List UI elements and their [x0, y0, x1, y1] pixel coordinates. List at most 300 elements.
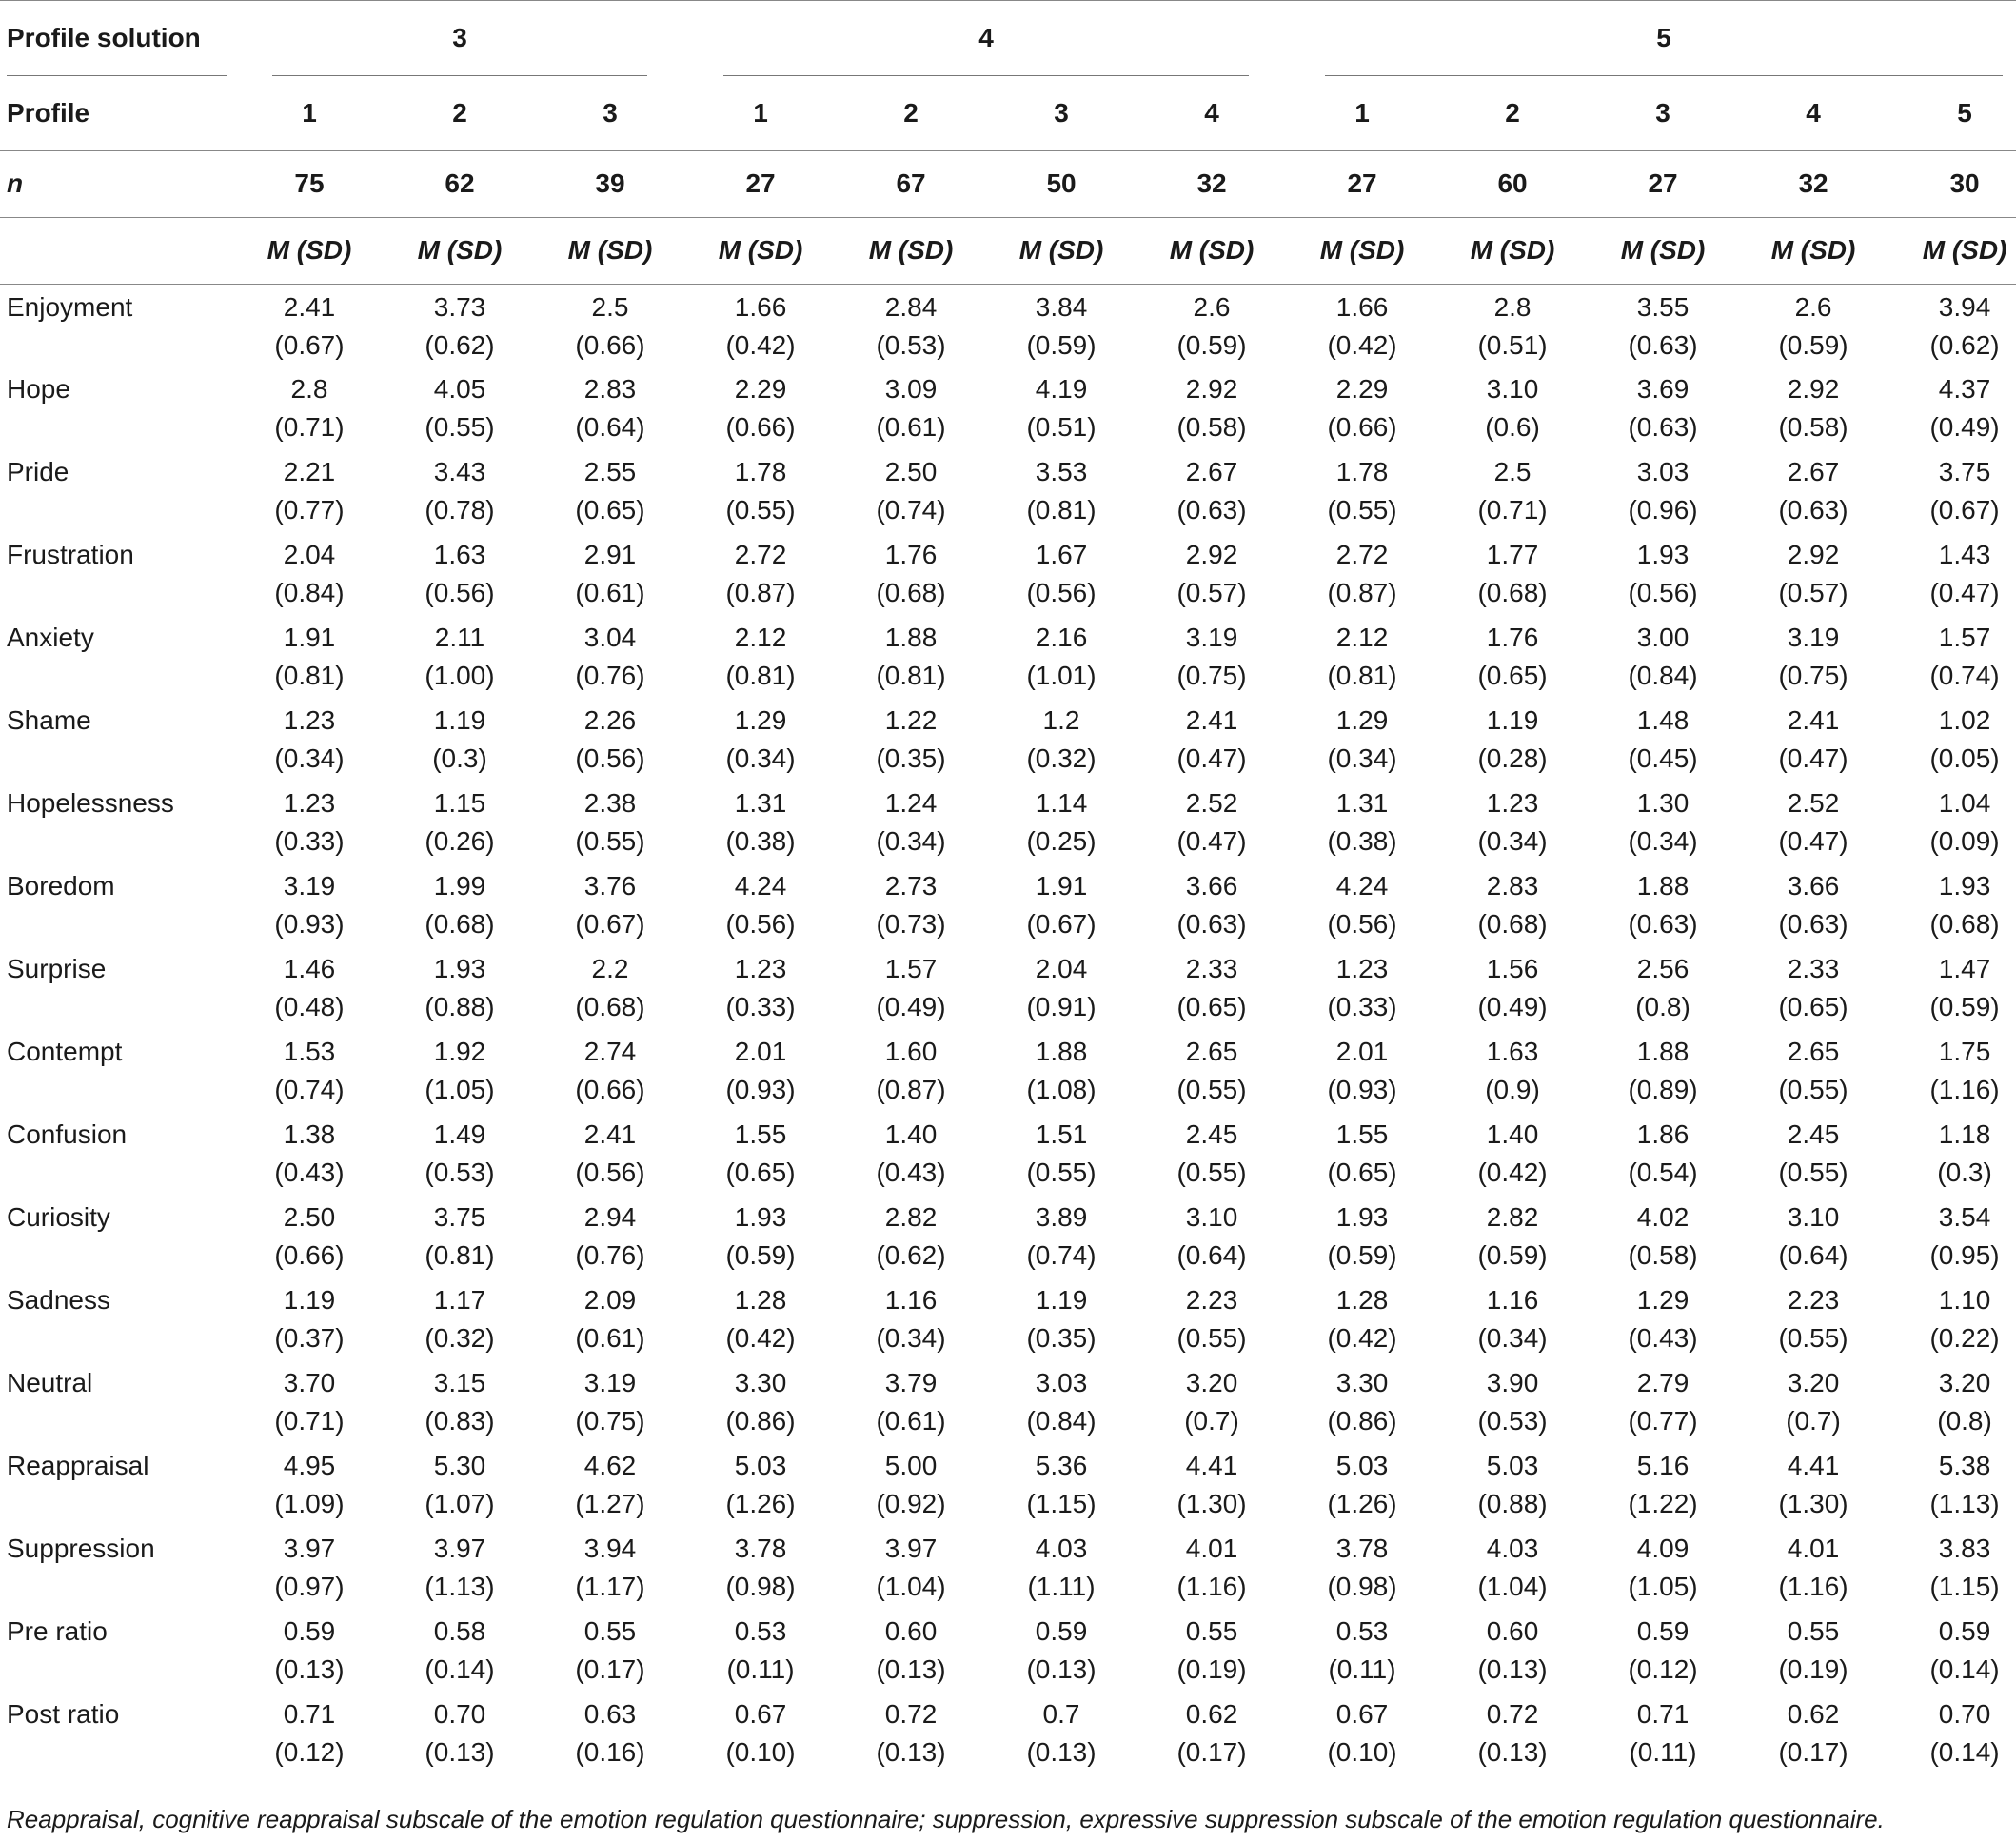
table-cell — [836, 698, 986, 781]
group-header-5: 5 — [1287, 0, 2016, 76]
table-cell — [1888, 615, 2016, 698]
mean-value: 2.67 — [1787, 457, 1840, 486]
sd-value: (0.12) — [1628, 1654, 1698, 1684]
table-cell — [1888, 1195, 2016, 1278]
table-cell — [385, 1195, 535, 1278]
sd-value: (0.33) — [725, 992, 796, 1021]
sd-value: (0.63) — [1176, 495, 1247, 525]
sd-value: (0.13) — [1026, 1654, 1097, 1684]
profile-number: 5 — [1957, 97, 1972, 128]
table-cell — [1588, 698, 1738, 781]
table-cell — [1888, 1443, 2016, 1526]
row-label: Pride — [7, 457, 69, 486]
mean-value: 0.72 — [884, 1699, 938, 1729]
sd-value: (0.34) — [876, 826, 946, 856]
table-cell — [385, 1526, 535, 1609]
mean-value: 2.33 — [1787, 954, 1840, 983]
table-cell — [535, 863, 685, 946]
sd-value: (1.08) — [1026, 1075, 1097, 1104]
mean-value: 3.15 — [433, 1368, 486, 1397]
table-cell — [385, 1278, 535, 1360]
table-cell — [1738, 781, 1888, 863]
sd-value: (0.61) — [876, 1406, 946, 1436]
sd-value: (0.59) — [1026, 329, 1097, 360]
row-label: Suppression — [7, 1534, 155, 1563]
profile-label: Profile — [7, 97, 90, 128]
mean-value: 1.23 — [1486, 788, 1539, 818]
mean-value: 1.48 — [1636, 705, 1690, 735]
table-cell — [1588, 781, 1738, 863]
mean-value: 3.84 — [1035, 291, 1088, 322]
table-row — [0, 946, 2016, 1029]
table-cell — [385, 1029, 535, 1112]
sd-value: (0.93) — [725, 1075, 796, 1104]
table-cell — [836, 532, 986, 615]
mean-value: 3.03 — [1035, 1368, 1088, 1397]
table-cell — [836, 1443, 986, 1526]
table-cell — [1588, 1029, 1738, 1112]
mean-value: 1.91 — [1035, 871, 1088, 901]
mean-value: 1.92 — [433, 1037, 486, 1066]
sd-value: (0.34) — [725, 743, 796, 773]
msd-header: M (SD) — [868, 235, 954, 265]
mean-value: 5.30 — [433, 1451, 486, 1480]
mean-value: 5.03 — [1486, 1451, 1539, 1480]
table-cell — [1888, 366, 2016, 449]
mean-value: 1.16 — [884, 1285, 938, 1315]
sd-value: (0.13) — [1477, 1737, 1548, 1767]
sd-value: (0.87) — [1327, 578, 1397, 607]
sd-value: (0.34) — [1477, 1323, 1548, 1353]
mean-value: 1.19 — [1035, 1285, 1088, 1315]
sd-value: (0.77) — [274, 495, 345, 525]
table-cell — [385, 366, 535, 449]
table-cell — [535, 366, 685, 449]
sd-value: (0.65) — [1176, 992, 1247, 1021]
table-cell — [385, 1360, 535, 1443]
table-cell — [986, 615, 1136, 698]
table-cell — [1588, 1360, 1738, 1443]
mean-value: 1.17 — [433, 1285, 486, 1315]
sd-value: (0.92) — [876, 1489, 946, 1518]
sd-value: (0.49) — [1929, 412, 2000, 442]
row-label: Neutral — [7, 1368, 93, 1397]
sd-value: (0.66) — [1327, 412, 1397, 442]
table-cell — [1437, 1195, 1588, 1278]
table-cell — [1738, 449, 1888, 532]
sd-value: (0.87) — [725, 578, 796, 607]
row-label: Surprise — [7, 954, 107, 983]
mean-value: 1.46 — [283, 954, 336, 983]
table-cell — [234, 284, 385, 366]
mean-value: 0.55 — [583, 1616, 637, 1646]
sd-value: (0.58) — [1778, 412, 1848, 442]
solution-label: Profile solution — [0, 0, 234, 76]
sd-value: (0.47) — [1778, 743, 1848, 773]
sd-value: (0.97) — [274, 1572, 345, 1601]
table-cell — [1738, 698, 1888, 781]
profile-number: 4 — [1204, 97, 1219, 128]
mean-value: 5.36 — [1035, 1451, 1088, 1480]
sd-value: (0.49) — [876, 992, 946, 1021]
mean-value: 3.97 — [433, 1534, 486, 1563]
mean-value: 2.6 — [1193, 291, 1231, 322]
sd-value: (0.63) — [1778, 909, 1848, 939]
mean-value: 1.86 — [1636, 1119, 1690, 1149]
n-value: 27 — [1347, 168, 1377, 198]
mean-value: 5.00 — [884, 1451, 938, 1480]
sd-value: (0.16) — [575, 1737, 645, 1767]
mean-value: 1.55 — [1335, 1119, 1389, 1149]
mean-value: 2.72 — [734, 540, 787, 569]
table-cell — [836, 1526, 986, 1609]
table-cell — [1437, 946, 1588, 1029]
table-cell — [234, 946, 385, 1029]
table-cell — [1738, 1112, 1888, 1195]
sd-value: (0.13) — [274, 1654, 345, 1684]
table-cell — [1287, 946, 1437, 1029]
table-cell — [1888, 1692, 2016, 1774]
mean-value: 4.24 — [734, 871, 787, 901]
mean-value: 3.20 — [1787, 1368, 1840, 1397]
sd-value: (0.81) — [274, 661, 345, 690]
sd-value: (0.62) — [425, 329, 495, 360]
profile-number: 4 — [1806, 97, 1821, 128]
sd-value: (0.61) — [575, 578, 645, 607]
mean-value: 1.24 — [884, 788, 938, 818]
mean-value: 2.5 — [1493, 457, 1532, 486]
n-label: n — [7, 168, 24, 198]
mean-value: 2.6 — [1794, 291, 1832, 322]
table-cell — [1437, 366, 1588, 449]
table-row — [0, 449, 2016, 532]
mean-value: 2.55 — [583, 457, 637, 486]
table-cell — [685, 863, 836, 946]
sd-value: (0.81) — [1327, 661, 1397, 690]
table-cell — [234, 449, 385, 532]
table-cell — [1437, 284, 1588, 366]
mean-value: 3.70 — [283, 1368, 336, 1397]
table-row — [0, 1443, 2016, 1526]
sd-value: (0.66) — [575, 1075, 645, 1104]
table-cell — [1588, 1526, 1738, 1609]
mean-value: 1.23 — [734, 954, 787, 983]
table-body — [0, 284, 2016, 1774]
sd-value: (0.57) — [1778, 578, 1848, 607]
sd-value: (1.16) — [1778, 1572, 1848, 1601]
table-cell — [685, 366, 836, 449]
sd-value: (0.55) — [1026, 1158, 1097, 1187]
table-cell — [1136, 863, 1287, 946]
sd-value: (0.13) — [876, 1737, 946, 1767]
mean-value: 1.29 — [734, 705, 787, 735]
msd-header: M (SD) — [1470, 235, 1555, 265]
table-cell — [234, 1443, 385, 1526]
sd-value: (0.89) — [1628, 1075, 1698, 1104]
table-cell — [535, 1609, 685, 1692]
mean-value: 2.38 — [583, 788, 637, 818]
sd-value: (0.34) — [274, 743, 345, 773]
mean-value: 4.03 — [1035, 1534, 1088, 1563]
mean-value: 0.59 — [1636, 1616, 1690, 1646]
sd-value: (0.34) — [1628, 826, 1698, 856]
mean-value: 1.75 — [1938, 1037, 1991, 1066]
mean-value: 1.99 — [433, 871, 486, 901]
mean-value: 3.54 — [1938, 1202, 1991, 1232]
mean-value: 1.28 — [734, 1285, 787, 1315]
sd-value: (1.16) — [1929, 1075, 2000, 1104]
table-cell — [1136, 366, 1287, 449]
mean-value: 2.12 — [734, 623, 787, 652]
sd-value: (1.13) — [1929, 1489, 2000, 1518]
group-header-4: 4 — [685, 0, 1287, 76]
mean-value: 2.92 — [1185, 540, 1238, 569]
table-row — [0, 1278, 2016, 1360]
table-cell — [685, 1029, 836, 1112]
sd-value: (0.55) — [575, 826, 645, 856]
table-cell — [685, 1195, 836, 1278]
sd-value: (0.56) — [425, 578, 495, 607]
mean-value: 2.8 — [290, 374, 328, 404]
mean-value: 1.63 — [1486, 1037, 1539, 1066]
table-cell — [385, 1443, 535, 1526]
mean-value: 2.29 — [1335, 374, 1389, 404]
mean-value: 2.12 — [1335, 623, 1389, 652]
mean-value: 2.01 — [1335, 1037, 1389, 1066]
n-value: 39 — [595, 168, 625, 198]
sd-value: (0.91) — [1026, 992, 1097, 1021]
table-cell — [1738, 1278, 1888, 1360]
mean-value: 3.55 — [1636, 291, 1690, 322]
sd-value: (0.47) — [1778, 826, 1848, 856]
mean-value: 3.66 — [1787, 871, 1840, 901]
mean-value: 1.55 — [734, 1119, 787, 1149]
table-cell — [535, 1029, 685, 1112]
mean-value: 1.88 — [884, 623, 938, 652]
table-cell — [1888, 284, 2016, 366]
mean-value: 1.57 — [1938, 623, 1991, 652]
mean-value: 1.14 — [1035, 788, 1088, 818]
sd-value: (0.58) — [1176, 412, 1247, 442]
mean-value: 1.93 — [734, 1202, 787, 1232]
table-cell — [1287, 532, 1437, 615]
mean-value: 0.53 — [734, 1616, 787, 1646]
table-cell — [836, 1692, 986, 1774]
mean-value: 2.92 — [1787, 374, 1840, 404]
table-cell — [535, 532, 685, 615]
n-value: 30 — [1949, 168, 1980, 198]
sd-value: (0.6) — [1485, 412, 1540, 442]
table-cell — [685, 532, 836, 615]
table-row — [0, 1112, 2016, 1195]
sd-value: (0.7) — [1786, 1406, 1841, 1436]
sd-value: (0.37) — [274, 1323, 345, 1353]
mean-value: 4.41 — [1787, 1451, 1840, 1480]
table-cell — [1888, 863, 2016, 946]
mean-value: 1.60 — [884, 1037, 938, 1066]
table-cell — [1287, 1360, 1437, 1443]
sd-value: (0.84) — [1628, 661, 1698, 690]
sd-value: (0.43) — [876, 1158, 946, 1187]
sd-value: (0.43) — [274, 1158, 345, 1187]
table-cell — [836, 1195, 986, 1278]
sd-value: (0.71) — [274, 1406, 345, 1436]
mean-value: 1.29 — [1335, 705, 1389, 735]
table-cell — [234, 698, 385, 781]
sd-value: (0.64) — [1778, 1240, 1848, 1270]
sd-value: (0.81) — [425, 1240, 495, 1270]
mean-value: 1.63 — [433, 540, 486, 569]
mean-value: 3.69 — [1636, 374, 1690, 404]
mean-value: 3.90 — [1486, 1368, 1539, 1397]
table-cell — [535, 1443, 685, 1526]
table-cell — [535, 698, 685, 781]
mean-value: 0.59 — [1035, 1616, 1088, 1646]
sd-value: (0.68) — [1477, 578, 1548, 607]
mean-value: 1.30 — [1636, 788, 1690, 818]
row-label: Post ratio — [7, 1699, 120, 1729]
table-cell — [1136, 1609, 1287, 1692]
profile-number: 1 — [302, 97, 317, 128]
table-cell — [1136, 449, 1287, 532]
mean-value: 1.88 — [1035, 1037, 1088, 1066]
sd-value: (1.27) — [575, 1489, 645, 1518]
sd-value: (0.53) — [876, 329, 946, 360]
table-cell — [535, 1195, 685, 1278]
table-cell — [1888, 1112, 2016, 1195]
mean-value: 0.60 — [1486, 1616, 1539, 1646]
mean-value: 4.19 — [1035, 374, 1088, 404]
mean-value: 3.30 — [1335, 1368, 1389, 1397]
sd-value: (0.56) — [575, 1158, 645, 1187]
mean-value: 0.55 — [1787, 1616, 1840, 1646]
msd-header: M (SD) — [1018, 235, 1104, 265]
row-label: Hopelessness — [7, 788, 174, 818]
table-cell — [685, 1112, 836, 1195]
sd-value: (0.56) — [1628, 578, 1698, 607]
table-cell — [685, 1443, 836, 1526]
table-row — [0, 698, 2016, 781]
table-cell — [1287, 366, 1437, 449]
table-cell — [1738, 1526, 1888, 1609]
mean-value: 2.8 — [1493, 291, 1532, 322]
sd-value: (0.59) — [1929, 992, 2000, 1021]
mean-value: 2.84 — [884, 291, 938, 322]
mean-value: 3.75 — [433, 1202, 486, 1232]
table-cell — [1588, 1443, 1738, 1526]
table-row — [0, 1360, 2016, 1443]
table-cell — [535, 781, 685, 863]
sd-value: (0.55) — [1778, 1158, 1848, 1187]
table-cell — [535, 1360, 685, 1443]
table-cell — [1738, 1692, 1888, 1774]
sd-value: (0.55) — [1778, 1323, 1848, 1353]
sd-value: (0.95) — [1929, 1240, 2000, 1270]
table-cell — [385, 1112, 535, 1195]
sd-value: (0.68) — [425, 909, 495, 939]
table-cell — [1136, 1443, 1287, 1526]
table-cell — [1738, 1195, 1888, 1278]
table-cell — [385, 946, 535, 1029]
mean-value: 1.43 — [1938, 540, 1991, 569]
row-label: Curiosity — [7, 1202, 110, 1232]
sd-value: (0.13) — [1477, 1654, 1548, 1684]
mean-value: 1.16 — [1486, 1285, 1539, 1315]
table-cell — [986, 449, 1136, 532]
mean-value: 1.66 — [734, 291, 787, 322]
table-cell — [1136, 1526, 1287, 1609]
table-cell — [1287, 1278, 1437, 1360]
sd-value: (0.71) — [274, 412, 345, 442]
table-row — [0, 1029, 2016, 1112]
sd-value: (0.86) — [725, 1406, 796, 1436]
profile-number: 1 — [1354, 97, 1370, 128]
sd-value: (0.28) — [1477, 743, 1548, 773]
row-label: Reappraisal — [7, 1451, 149, 1480]
mean-value: 1.93 — [1335, 1202, 1389, 1232]
table-cell — [1588, 946, 1738, 1029]
mean-value: 2.04 — [1035, 954, 1088, 983]
sd-value: (0.56) — [1026, 578, 1097, 607]
sd-value: (1.07) — [425, 1489, 495, 1518]
table-cell — [385, 615, 535, 698]
table-cell — [1287, 698, 1437, 781]
profile-number: 2 — [1505, 97, 1520, 128]
table-cell — [1136, 532, 1287, 615]
mean-value: 1.19 — [1486, 705, 1539, 735]
mean-value: 1.2 — [1042, 705, 1080, 735]
sd-value: (0.88) — [425, 992, 495, 1021]
mean-value: 1.66 — [1335, 291, 1389, 322]
mean-value: 3.19 — [583, 1368, 637, 1397]
msd-header: M (SD) — [567, 235, 653, 265]
table-cell — [234, 863, 385, 946]
table-cell — [1287, 1609, 1437, 1692]
sd-value: (1.26) — [1327, 1489, 1397, 1518]
mean-value: 2.23 — [1787, 1285, 1840, 1315]
table-cell — [836, 863, 986, 946]
sd-value: (0.53) — [1477, 1406, 1548, 1436]
table-row — [0, 284, 2016, 366]
mean-value: 1.40 — [1486, 1119, 1539, 1149]
mean-value: 1.38 — [283, 1119, 336, 1149]
sd-value: (0.9) — [1485, 1075, 1540, 1104]
sd-value: (0.10) — [1327, 1737, 1397, 1767]
sd-value: (0.63) — [1628, 412, 1698, 442]
mean-value: 2.09 — [583, 1285, 637, 1315]
msd-header: M (SD) — [267, 235, 352, 265]
mean-value: 1.29 — [1636, 1285, 1690, 1315]
table-cell — [1136, 698, 1287, 781]
sd-value: (0.11) — [1328, 1654, 1396, 1684]
table-cell — [1888, 1609, 2016, 1692]
mean-value: 2.92 — [1787, 540, 1840, 569]
mean-value: 1.88 — [1636, 1037, 1690, 1066]
sd-value: (0.62) — [876, 1240, 946, 1270]
sd-value: (0.59) — [1778, 329, 1848, 360]
mean-value: 0.70 — [433, 1699, 486, 1729]
mean-value: 2.29 — [734, 374, 787, 404]
table-row — [0, 1195, 2016, 1278]
table-cell — [986, 284, 1136, 366]
table-cell — [535, 1526, 685, 1609]
sd-value: (0.75) — [1176, 661, 1247, 690]
msd-header: M (SD) — [417, 235, 503, 265]
mean-value: 0.71 — [1636, 1699, 1690, 1729]
sd-value: (0.13) — [876, 1654, 946, 1684]
sd-value: (0.75) — [1778, 661, 1848, 690]
mean-value: 2.52 — [1787, 788, 1840, 818]
